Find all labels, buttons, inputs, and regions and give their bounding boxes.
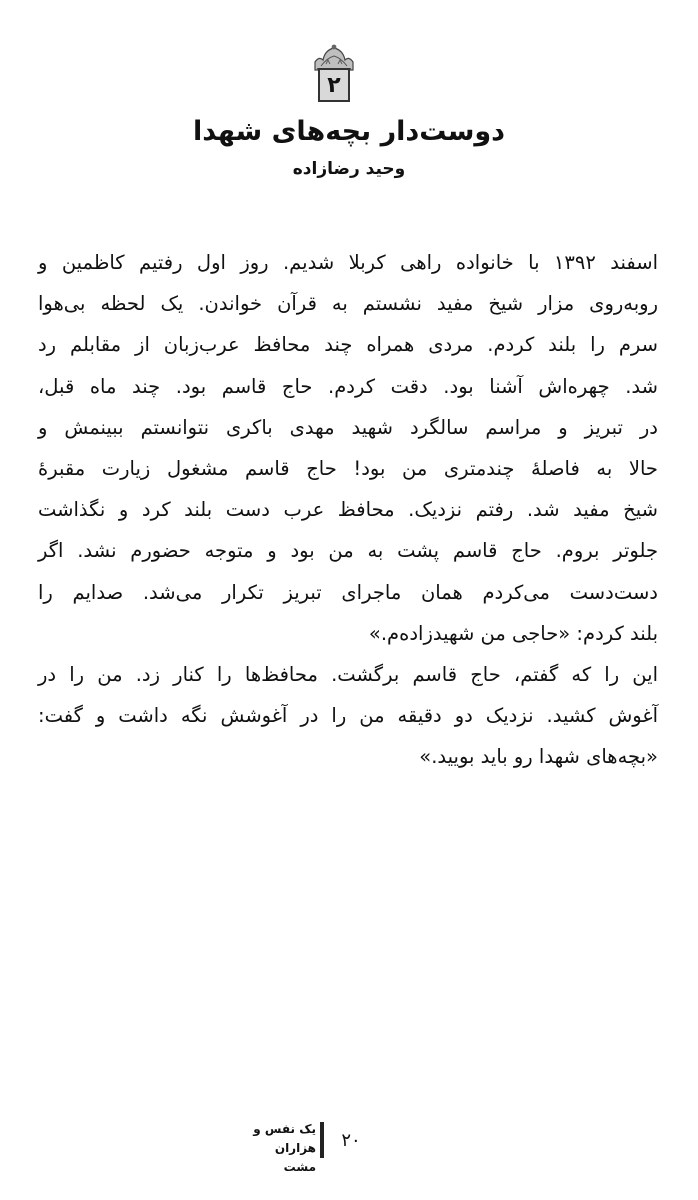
text-line: شد. چهره‌اش آشنا بود. دقت کردم. حاج قاسم بود. چند ماه قبل، [38,374,658,398]
text-line: آغوش کشید. نزدیک دو دقیقه من را در آغوشش نگه داشت و گفت: [38,704,658,728]
chapter-number: ۲ [318,68,350,102]
text-line: اسفند ۱۳۹۲ با خانواده راهی کربلا شدیم. روز اول رفتیم کاظمین و [38,251,658,274]
body-text [38,242,658,777]
text-line: حالا به فاصلهٔ چندمتری من بود! حاج قاسم مشغول زیارت مقبرهٔ [38,456,658,480]
text-line: این را که گفتم، حاج قاسم برگشت. محافظ‌ها را کنار زد. من را در [38,662,658,686]
chapter-author: وحید رضازاده [292,159,406,179]
text-line: روبه‌روی مزار شیخ مفید نشستم به قرآن خواندن. یک لحظه بی‌هوا [38,292,658,316]
text-line: در تبریز و مراسم سالگرد شهید مهدی باکری نتوانستم ببینمش و [38,415,658,439]
text-line: بلند کردم: «حاجی من شهیدزاده‌م.» [368,621,658,645]
text-line: «بچه‌های شهدا رو باید بویید.» [419,745,658,769]
running-book-title [250,1120,316,1177]
book-title-line-1: یک نفس و [253,1122,316,1136]
text-line: جلوتر بروم. حاج قاسم پشت به من بود و متوجه حضورم نشد. اگر [38,539,658,563]
text-line: دست‌دست می‌کردم همان ماجرای تبریز تکرار می‌شد. صدایم را [38,580,658,604]
chapter-badge [309,42,359,106]
text-line: سرم را بلند کردم. مردی همراه چند محافظ عرب‌زبان از مقابلم رد [38,333,658,357]
book-title-line-2: هزاران مشت [274,1141,316,1174]
text-line: شیخ مفید شد. رفتم نزدیک. محافظ عرب دست بلند کرد و نگذاشت [38,498,658,522]
chapter-title: دوست‌دار بچه‌های شهدا [192,116,506,147]
page-footer [0,1118,698,1174]
page-number: ۲۰ [341,1130,361,1151]
footer-divider [320,1122,324,1158]
